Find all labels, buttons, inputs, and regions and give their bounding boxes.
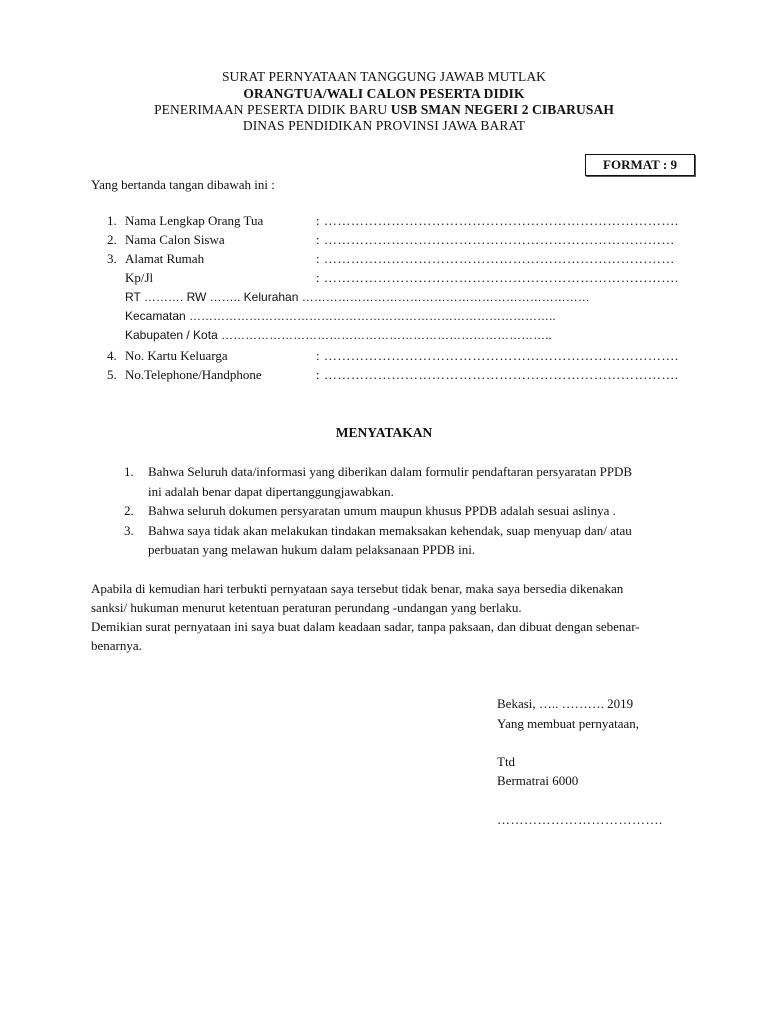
title-line-1: SURAT PERNYATAAN TANGGUNG JAWAB MUTLAK <box>221 69 547 84</box>
field-1-label: Nama Lengkap Orang Tua <box>125 213 264 228</box>
title-line-3a: PENERIMAAN PESERTA DIDIK BARU <box>154 102 388 117</box>
closing-line-3: Demikian surat pernyataan ini saya buat dalam keadaan sadar, tanpa paksaan, dan dibuat dengan sebenar- <box>91 619 640 634</box>
signature-maker: Yang membuat pernyataan, <box>497 716 640 731</box>
field-1-number: 1. <box>107 213 117 228</box>
format-box: FORMAT : 9 <box>585 154 695 176</box>
field-4-dots: : ……………………………………………………………………. <box>316 348 679 363</box>
field-5-number: 5. <box>107 367 117 382</box>
field-1-dots: : ……………………………………………………………………. <box>316 213 679 228</box>
section-heading: MENYATAKAN <box>335 425 433 440</box>
field-4-label: No. Kartu Keluarga <box>125 348 228 363</box>
signature-place-date: Bekasi, ….. ………. 2019 <box>497 696 634 711</box>
statement-2-number: 2. <box>124 503 134 518</box>
field-kabupaten-line: Kabupaten / Kota ……………………………………………………………………….. <box>125 328 552 342</box>
field-2-dots: : …………………………………………………………………… <box>316 232 675 247</box>
field-3-number: 3. <box>107 251 117 266</box>
statement-3-line-2: perbuatan yang melawan hukum dalam pelaksanaan PPDB ini. <box>148 542 476 557</box>
closing-line-1: Apabila di kemudian hari terbukti pernyataan saya tersebut tidak benar, maka saya bersedia dikenakan <box>91 581 624 596</box>
signature-name-dots: ………………………………. <box>497 812 663 827</box>
signature-ttd: Ttd <box>497 754 516 769</box>
signature-materai: Bermatrai 6000 <box>497 773 579 788</box>
field-kp-dots: : ……………………………………………………………………. <box>316 270 679 285</box>
title-line-3b: USB SMAN NEGERI 2 CIBARUSAH <box>387 102 614 117</box>
statement-1-number: 1. <box>124 464 134 479</box>
closing-line-2: sanksi/ hukuman menurut ketentuan peraturan perundang -undangan yang berlaku. <box>91 600 522 615</box>
field-4-number: 4. <box>107 348 117 363</box>
statement-2-line-1: Bahwa seluruh dokumen persyaratan umum maupun khusus PPDB adalah sesuai aslinya . <box>148 503 616 518</box>
field-3-label: Alamat Rumah <box>125 251 205 266</box>
statement-3-line-1: Bahwa saya tidak akan melakukan tindakan memaksakan kehendak, suap menyuap dan/ atau <box>148 523 632 538</box>
field-5-label: No.Telephone/Handphone <box>125 367 262 382</box>
field-kecamatan-line: Kecamatan ……………………………………………………………………………….. <box>125 309 556 323</box>
title-line-3 <box>0 102 768 118</box>
field-5-dots: : ……………………………………………………………………. <box>316 367 679 382</box>
field-2-label: Nama Calon Siswa <box>125 232 225 247</box>
statement-1-line-1: Bahwa Seluruh data/informasi yang diberikan dalam formulir pendaftaran persyaratan PPDB <box>148 464 633 479</box>
intro-text: Yang bertanda tangan dibawah ini : <box>91 177 275 192</box>
closing-line-4: benarnya. <box>91 638 142 653</box>
title-line-2: ORANGTUA/WALI CALON PESERTA DIDIK <box>243 86 525 101</box>
statement-1-line-2: ini adalah benar dapat dipertanggungjawabkan. <box>148 484 394 499</box>
field-3-dots: : …………………………………………………………………… <box>316 251 675 266</box>
title-line-4: DINAS PENDIDIKAN PROVINSI JAWA BARAT <box>242 118 526 133</box>
field-2-number: 2. <box>107 232 117 247</box>
field-kp-label: Kp/Jl <box>125 270 154 285</box>
field-rt-line: RT ………. RW …….. Kelurahan ……………………………………………………………… <box>125 290 590 304</box>
statement-3-number: 3. <box>124 523 134 538</box>
